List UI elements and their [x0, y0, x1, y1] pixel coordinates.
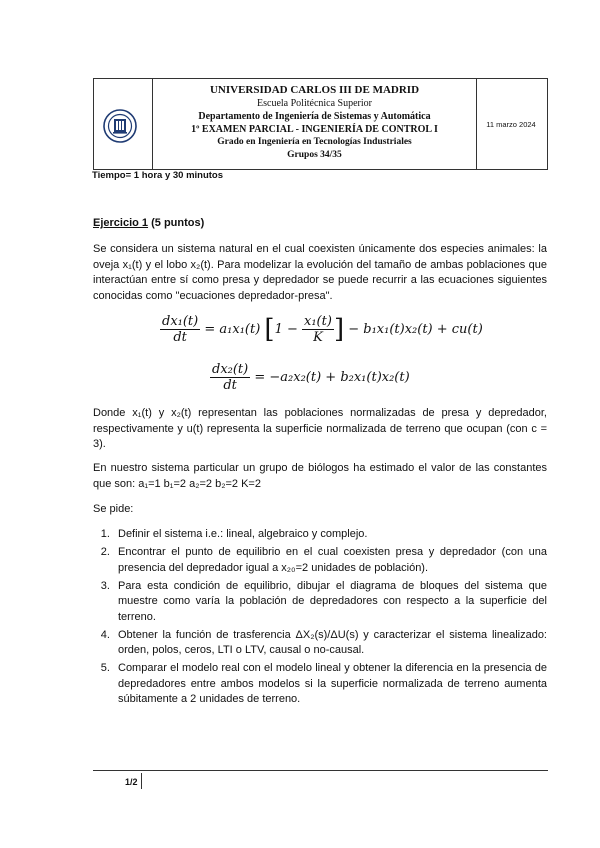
- exam-name: 1º EXAMEN PARCIAL - INGENIERÍA DE CONTROL I: [191, 124, 438, 135]
- task-item: 2. Encontrar el punto de equilibrio en el cual coexisten presa y depredador (con una presencia del depredador igual a x₂₀=2 unidades de población).: [113, 545, 547, 576]
- exam-header: [93, 78, 548, 170]
- eq2-lhs-num: dx₂(t): [212, 362, 249, 377]
- eq2-lhs: [210, 362, 250, 393]
- footer-divider: [141, 773, 142, 789]
- university-name: UNIVERSIDAD CARLOS III DE MADRID: [209, 84, 420, 96]
- university-seal-icon: [103, 109, 137, 143]
- asks-label: Se pide:: [93, 503, 134, 515]
- task-list: [93, 527, 547, 710]
- exercise-intro: Se considera un sistema natural en el cual coexisten únicamente dos especies animales: la oveja x₁(t) y el lobo x₂(t). Para modelizar la evolución del tamaño de ambas poblaciones que interactúan entre sí como presa y depredador se puede recurrir a las ecuaciones siguientes conocidas como "ecuaciones depredador-presa".: [93, 243, 547, 302]
- time-limit: Tiempo= 1 hora y 30 minutos: [92, 170, 224, 181]
- eq1-rhs-a: = a₁x₁(t): [204, 322, 261, 337]
- logo-cell: [94, 79, 152, 169]
- eq1-lhs: [160, 314, 200, 345]
- eq2-rhs: = −a₂x₂(t) + b₂x₁(t)x₂(t): [254, 370, 410, 385]
- task-item: 1. Definir el sistema i.e.: lineal, algebraico y complejo.: [113, 527, 547, 543]
- eq1-inner-den: K: [313, 330, 323, 345]
- header-titles: [152, 79, 477, 169]
- task-item: 3. Para esta condición de equilibrio, dibujar el diagrama de bloques del sistema que muestre como varía la población de depredadores con respecto a la superficie del terreno.: [113, 579, 547, 626]
- page-footer: [93, 770, 548, 789]
- task-item: 5. Comparar el modelo real con el modelo lineal y obtener la diferencia en la presencia de depredadores entre ambos modelos si la superficie normalizada de terreno aumenta súbitamente a 2 unidades de terreno.: [113, 661, 547, 708]
- school-name: Escuela Politécnica Superior: [257, 98, 372, 109]
- equation-2: [210, 362, 410, 393]
- eq1-lhs-den: dt: [173, 330, 187, 345]
- exercise-points: (5 puntos): [151, 217, 205, 229]
- groups: Grupos 34/35: [287, 150, 342, 160]
- eq1-inner-lead: 1 −: [274, 322, 298, 337]
- eq1-inner-frac: [302, 314, 334, 345]
- degree-name: Grado en Ingeniería en Tecnologías Industriales: [217, 137, 412, 147]
- task-item: 4. Obtener la función de trasferencia ΔX₂(s)/ΔU(s) y caracterizar el sistema linealizado: orden, polos, ceros, LTI o LTV, causal o no-causal.: [113, 628, 547, 659]
- eq2-lhs-den: dt: [223, 378, 237, 393]
- eq1-rhs-b: − b₁x₁(t)x₂(t) + cu(t): [348, 322, 483, 337]
- page-number: 1/2: [125, 777, 138, 787]
- equation-1: $\frac{\text{dx₁(t)}}{dt}$ = a₁x₁(t) [1 − $\frac{\text{x₁(t)}}{K}$ ] − b₁x₁(t)x₂(t) + cu(t): [162, 314, 483, 345]
- eq1-lhs-num: dx₁(t): [162, 314, 199, 329]
- exercise-number: Ejercicio 1: [93, 217, 149, 229]
- constants-paragraph: En nuestro sistema particular un grupo de biólogos ha estimado el valor de las constantes que son: a₁=1 b₁=2 a₂=2 b₂=2 K=2: [93, 462, 547, 490]
- eq1-inner-num: x₁(t): [304, 314, 332, 329]
- exercise-title: [93, 217, 204, 229]
- department-name: Departamento de Ingeniería de Sistemas y Automática: [198, 111, 431, 122]
- variables-description: Donde x₁(t) y x₂(t) representan las poblaciones normalizadas de presa y depredador, respectivamente y u(t) representa la superficie normalizada de terreno que ocupan (con c = 3).: [93, 407, 547, 450]
- exam-date: 11 marzo 2024: [486, 119, 536, 129]
